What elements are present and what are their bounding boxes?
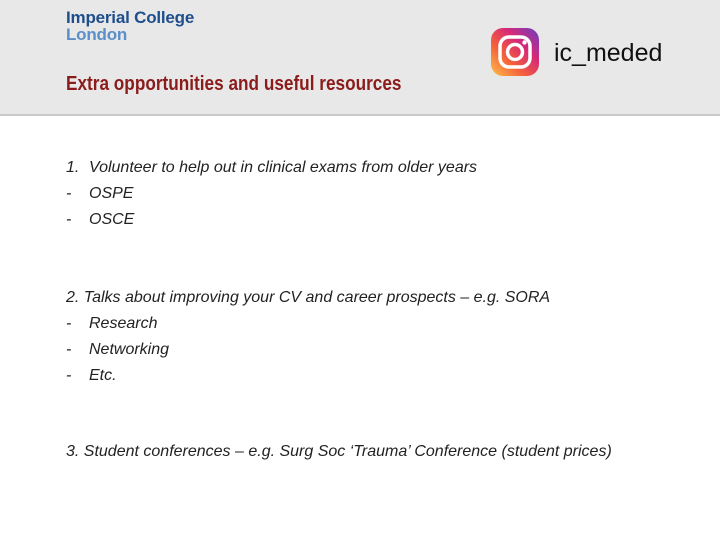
- bullet-text: OSPE: [89, 185, 134, 202]
- item-3-heading: 3. Student conferences – e.g. Surg Soc ‘Trauma’ Conference (student prices): [66, 443, 612, 460]
- item-2-bullet: [66, 311, 666, 337]
- instagram-icon: [490, 27, 540, 77]
- instagram-handle: ic_meded: [554, 39, 663, 67]
- bullet-marker: -: [66, 315, 72, 332]
- logo-line-2: London: [66, 25, 128, 44]
- item-2-bullet: [66, 337, 666, 363]
- item-1-number: 1.: [66, 159, 80, 176]
- slide-title: Extra opportunities and useful resources: [66, 73, 402, 95]
- item-1-heading: [66, 155, 666, 181]
- bullet-text: Etc.: [89, 367, 117, 384]
- bullet-marker: -: [66, 211, 72, 228]
- bullet-marker: -: [66, 341, 72, 358]
- bullet-text: Networking: [89, 341, 170, 358]
- item-2-bullet: [66, 363, 666, 389]
- item-1-bullet: [66, 207, 666, 233]
- item-1-bullet: [66, 181, 666, 207]
- bullet-marker: -: [66, 185, 72, 202]
- bullet-text: OSCE: [89, 211, 135, 228]
- item-2-heading: 2. Talks about improving your CV and career prospects – e.g. SORA: [66, 289, 551, 306]
- bullet-text: Research: [89, 315, 158, 332]
- item-1-text: Volunteer to help out in clinical exams from older years: [89, 159, 478, 176]
- bullet-marker: -: [66, 367, 72, 384]
- slide-header: [0, 0, 720, 116]
- logo-line-1: Imperial College: [66, 8, 195, 27]
- slide-body: [66, 155, 666, 462]
- imperial-college-logo: [66, 9, 194, 43]
